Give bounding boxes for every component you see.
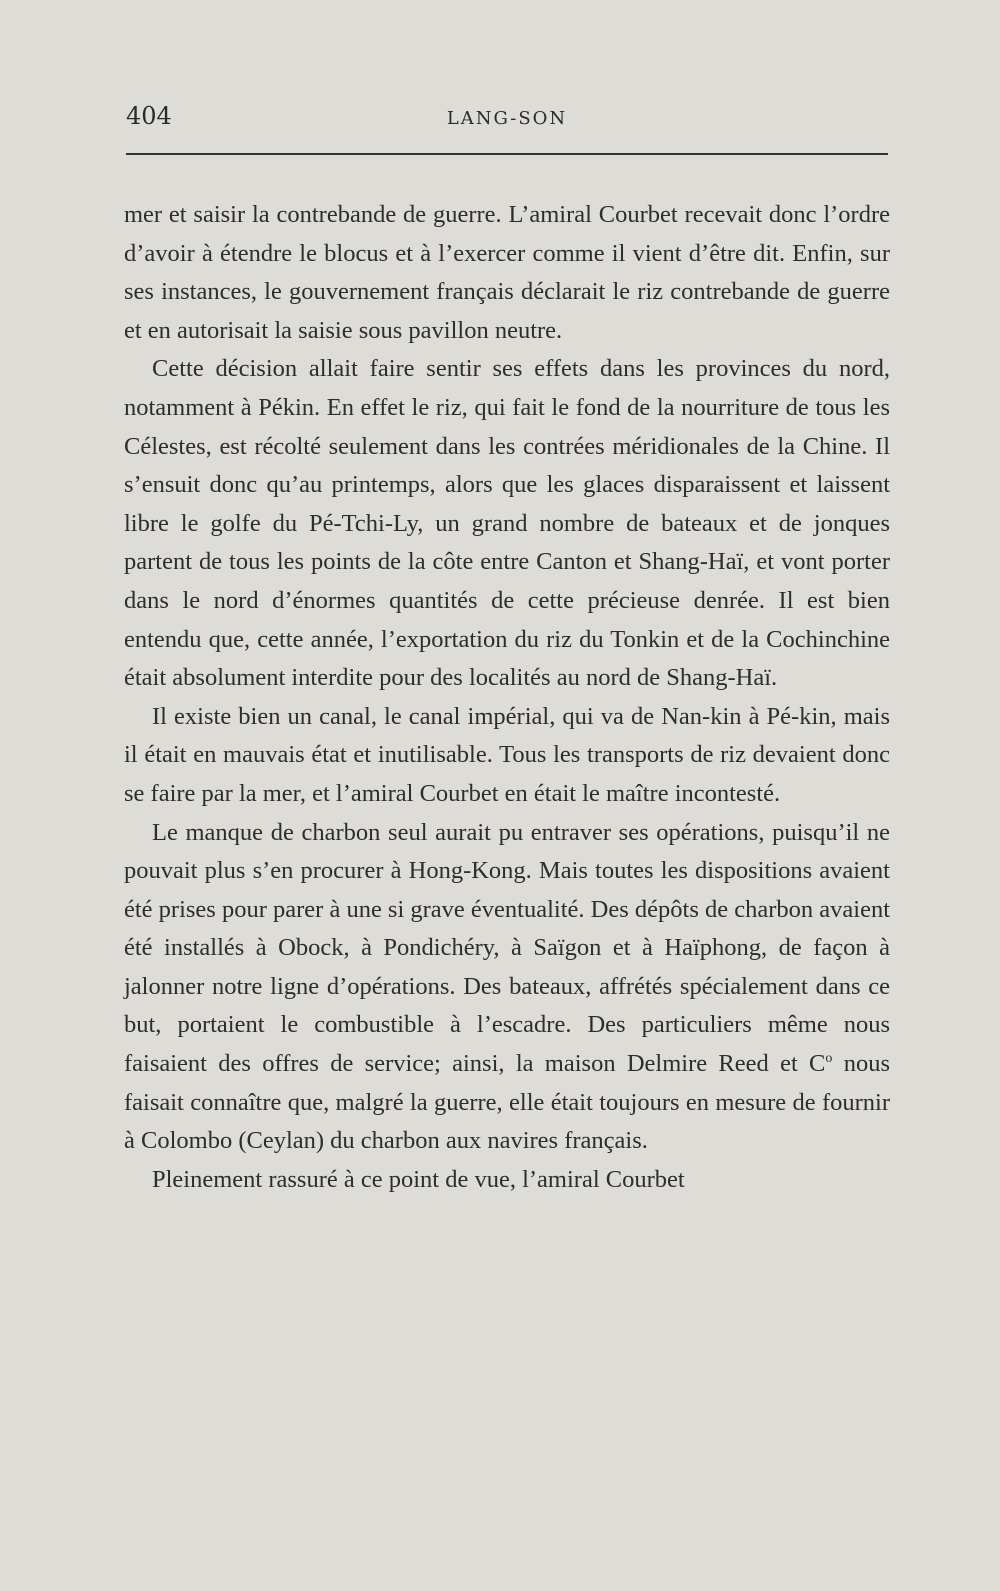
header-rule [126, 153, 888, 155]
paragraph: Cette décision allait faire sentir ses effets dans les provinces du nord, notamment à Pékin. En effet le riz, qui fait le fond de la nourriture de tous les Célestes, est récolté seulement dans les contrées méridionales de la Chine. Il s’ensuit donc qu’au printemps, alors que les glaces disparaissent et laissent libre le golfe du Pé-Tchi-Ly, un grand nombre de bateaux et de jonques partent de tous les points de la côte entre Canton et Shang-Haï, et vont porter dans le nord d’énormes quantités de cette précieuse denrée. Il est bien entendu que, cette année, l’exportation du riz du Tonkin et de la Cochinchine était absolument interdite pour des localités au nord de Shang-Haï. [124, 355, 890, 692]
paragraph-text: Le manque de charbon seul aurait pu entraver ses opérations, puisqu’il ne pouvait plus s’en procurer à Hong-Kong. Mais toutes les dispositions avaient été prises pour parer à une si grave éventualité. Des dépôts de charbon avaient été installés à Obock, à Pondichéry, à Saïgon et à Haïphong, de façon à jalonner notre ligne d’opérations. Des bateaux, affrétés spécialement dans ce but, portaient le combustible à l’escadre. Des particuliers même nous faisaient des offres de service; ainsi, la maison Delmire Reed et C [124, 818, 890, 1078]
paragraph-text: nous faisait connaître que, malgré la guerre, elle était toujours en mesure de fournir à Colombo (Ceylan) du charbon aux navires français. [124, 1050, 890, 1155]
body-text [124, 196, 890, 1199]
superscript: o [825, 1050, 833, 1066]
paragraph: mer et saisir la contrebande de guerre. L’amiral Courbet recevait donc l’ordre d’avoir à étendre le blocus et à l’exercer comme il vient d’être dit. Enfin, sur ses instances, le gouvernement français déclarait le riz contrebande de guerre et en autorisait la saisie sous pavillon neutre. [124, 201, 890, 344]
paragraph: Pleinement rassuré à ce point de vue, l’amiral Courbet [152, 1165, 685, 1193]
page-header [126, 102, 888, 142]
running-head: LANG-SON [446, 108, 568, 129]
paragraph: Il existe bien un canal, le canal impérial, qui va de Nan-kin à Pé-kin, mais il était en mauvais état et inutilisable. Tous les transports de riz devaient donc se faire par la mer, et l’amiral Courbet en était le maître incontesté. [124, 702, 890, 807]
paragraph [124, 814, 890, 1161]
page-number: 404 [126, 102, 172, 130]
